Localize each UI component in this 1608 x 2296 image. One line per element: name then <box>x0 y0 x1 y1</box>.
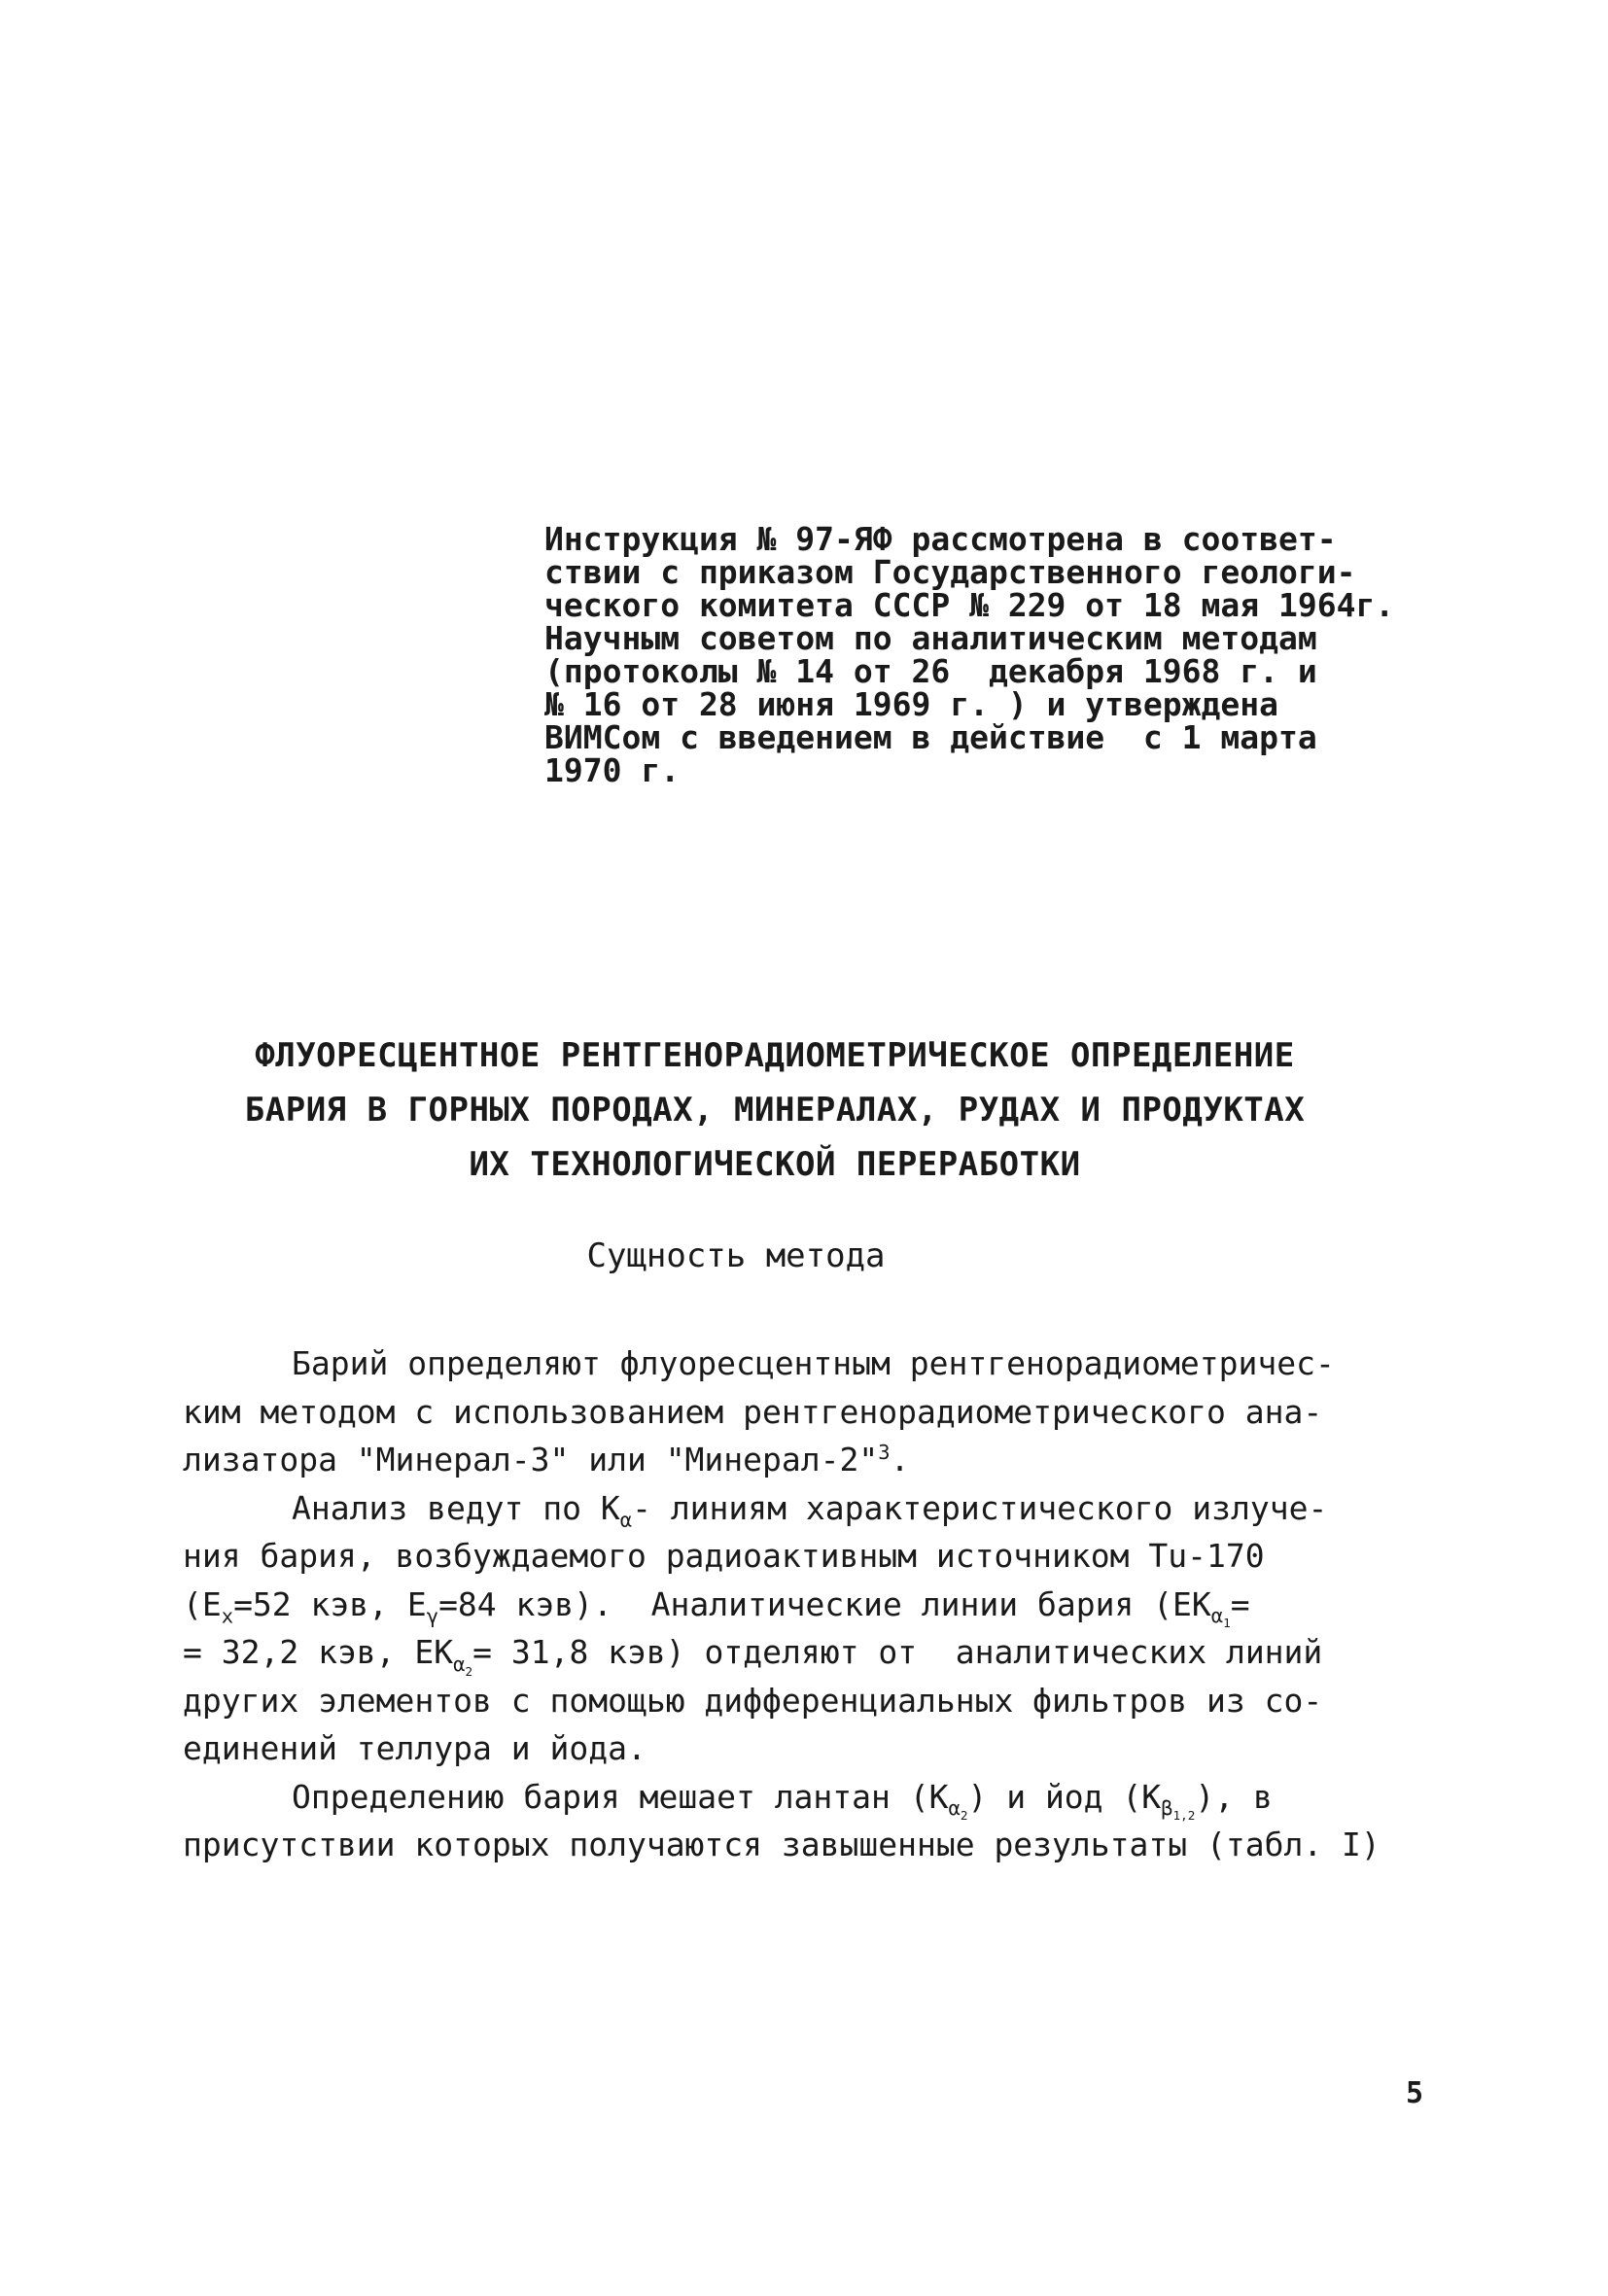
approval-note <box>544 520 1395 789</box>
section-heading <box>0 1236 1608 1275</box>
approval-line: ческого комитета СССР № 229 от 18 мая 1964г. <box>544 586 1395 624</box>
approval-line: Инструкция № 97-ЯФ рассмотрена в соответ- <box>544 520 1337 558</box>
subscript-run: β <box>1161 1796 1173 1821</box>
paragraph-line: ким методом с использованием рентгенорадиометрического ана- <box>183 1392 1323 1431</box>
text-run: (E <box>183 1584 222 1623</box>
subscript-run: α <box>948 1796 961 1821</box>
document-title <box>0 1028 1608 1192</box>
paragraph-line: ния бария, возбуждаемого радиоактивным источником Tu-170 <box>183 1537 1265 1575</box>
approval-line: Научным советом по аналитическим методам <box>544 619 1317 657</box>
paragraph-line: присутствии которых получаются завышенные результаты (табл. I) <box>183 1826 1381 1863</box>
subscript: 1,2 <box>1172 1808 1196 1824</box>
page-number: 5 <box>1406 2076 1424 2110</box>
paragraph-line <box>183 1484 1381 1533</box>
title-line: ФЛУОРЕСЦЕНТНОЕ РЕНТГЕНОРАДИОМЕТРИЧЕСКОЕ ОПРЕДЕЛЕНИЕ <box>255 1036 1295 1075</box>
footnote-mark: 3 <box>878 1441 891 1464</box>
approval-line: ствии с приказом Государственного геологи- <box>544 553 1356 591</box>
paragraph-line <box>183 1436 1381 1484</box>
title-line: БАРИЯ В ГОРНЫХ ПОРОДАХ, МИНЕРАЛАХ, РУДАХ И ПРОДУКТАХ <box>244 1091 1306 1130</box>
paragraph-line: Барий определяют флуоресцентным рентгенорадиометричес- <box>292 1344 1335 1382</box>
text-run: Анализ ведут по K <box>292 1488 620 1527</box>
subscript: x <box>221 1604 234 1628</box>
text-run: ), в <box>1195 1777 1273 1816</box>
paragraph-line <box>183 1581 1381 1629</box>
subscript: 2 <box>465 1663 473 1679</box>
text-run: = <box>1230 1584 1250 1623</box>
subscript <box>1210 1604 1231 1631</box>
title-line: ИХ ТЕХНОЛОГИЧЕСКОЙ ПЕРЕРАБОТКИ <box>469 1145 1081 1184</box>
approval-line: 1970 г. <box>544 751 681 789</box>
text-run: = 31,8 кэв) отделяют от аналитических линий <box>472 1633 1323 1671</box>
paragraph-line: других элементов с помощью дифференциальных фильтров из со- <box>183 1681 1323 1720</box>
subscript-run: α <box>453 1652 466 1676</box>
paragraph-line <box>183 1773 1381 1822</box>
text-run: . <box>890 1441 910 1478</box>
text-run: =84 кэв). Аналитические линии бария (EK <box>438 1584 1211 1623</box>
subscript-run: α <box>1210 1604 1224 1628</box>
text-run: ) и йод (K <box>967 1777 1162 1816</box>
body-text <box>183 1339 1381 1869</box>
subscript <box>948 1796 968 1824</box>
text-run: - линиям характеристического излуче- <box>632 1488 1328 1527</box>
text-run: лизатора "Минерал-3" или "Минерал-2" <box>183 1441 879 1478</box>
text-run: = 32,2 кэв, EK <box>183 1633 454 1671</box>
approval-line: ВИМСом с введением в действие с 1 марта <box>544 718 1317 756</box>
section-heading-text: Сущность метода <box>586 1236 886 1275</box>
paragraph-line: единений теллура и йода. <box>183 1729 647 1767</box>
subscript: 2 <box>960 1808 968 1824</box>
subscript <box>1161 1796 1196 1824</box>
paragraph-line <box>183 1628 1381 1677</box>
text-run: =52 кэв, E <box>233 1584 427 1623</box>
approval-line: № 16 от 28 июня 1969 г. ) и утверждена <box>544 685 1278 723</box>
subscript: γ <box>426 1604 439 1628</box>
approval-line: (протоколы № 14 от 26 декабря 1968 г. и <box>544 652 1317 690</box>
subscript: 1 <box>1223 1616 1231 1631</box>
subscript: α <box>619 1508 633 1532</box>
text-run: Определению бария мешает лантан (K <box>292 1777 949 1816</box>
subscript <box>453 1652 473 1679</box>
